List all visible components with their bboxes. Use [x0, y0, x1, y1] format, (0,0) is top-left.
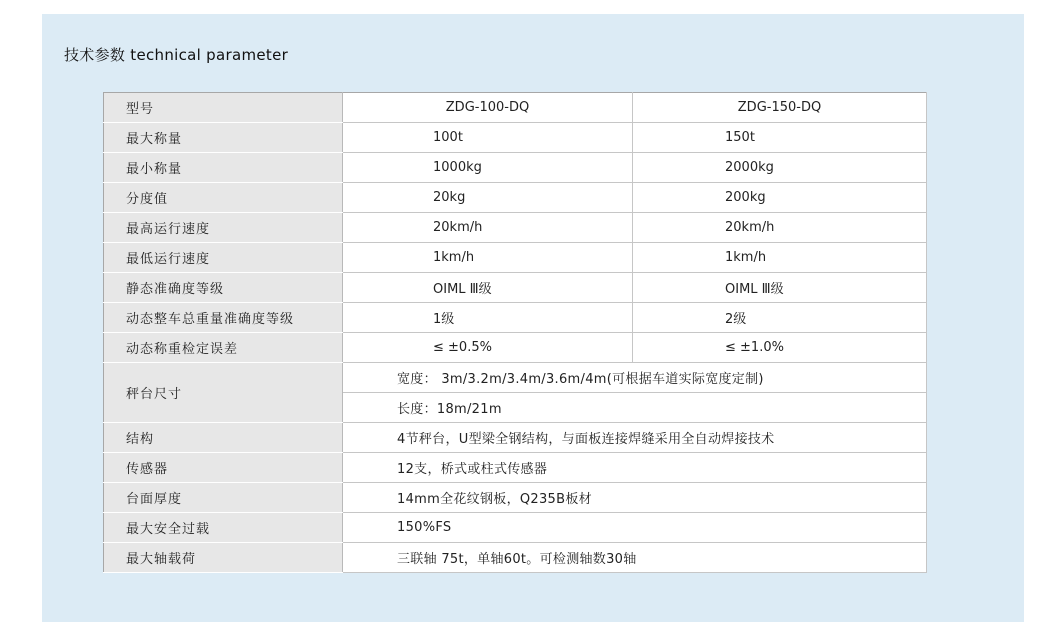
table-row	[104, 543, 927, 573]
row-label: 动态称重检定误差	[104, 333, 343, 363]
row-label: 最大称量	[104, 123, 343, 153]
value-cell: ≤ ±0.5%	[343, 333, 633, 363]
table-row	[104, 273, 927, 303]
table-row	[104, 213, 927, 243]
model-name-1: ZDG-100-DQ	[343, 93, 633, 123]
row-label: 最高运行速度	[104, 213, 343, 243]
value-cell: 20km/h	[343, 213, 633, 243]
table-row	[104, 483, 927, 513]
table-row	[104, 183, 927, 213]
row-label: 动态整车总重量准确度等级	[104, 303, 343, 333]
value-cell: OIML Ⅲ级	[343, 273, 633, 303]
model-name-2: ZDG-150-DQ	[633, 93, 927, 123]
value-cell: 4节秤台，U型梁全钢结构，与面板连接焊缝采用全自动焊接技术	[343, 423, 927, 453]
row-label: 型号	[104, 93, 343, 123]
row-label: 最小称量	[104, 153, 343, 183]
value-cell: 2级	[633, 303, 927, 333]
platform-width-cell: 宽度： 3m/3.2m/3.4m/3.6m/4m(可根据车道实际宽度定制)	[343, 363, 927, 393]
value-cell: 100t	[343, 123, 633, 153]
value-cell: 20kg	[343, 183, 633, 213]
table-row	[104, 333, 927, 363]
value-cell: 150%FS	[343, 513, 927, 543]
table-row	[104, 153, 927, 183]
value-cell: 1级	[343, 303, 633, 333]
table-row-platform-width	[104, 363, 927, 393]
parameter-table	[103, 92, 927, 573]
value-cell: OIML Ⅲ级	[633, 273, 927, 303]
row-label: 最大轴载荷	[104, 543, 343, 573]
table-row	[104, 513, 927, 543]
row-label: 台面厚度	[104, 483, 343, 513]
table-row	[104, 123, 927, 153]
row-label: 结构	[104, 423, 343, 453]
value-cell: 12支，桥式或柱式传感器	[343, 453, 927, 483]
value-cell: 1000kg	[343, 153, 633, 183]
value-cell: 三联轴 75t，单轴60t。可检测轴数30轴	[343, 543, 927, 573]
section-title: 技术参数 technical parameter	[64, 46, 289, 64]
value-cell: 2000kg	[633, 153, 927, 183]
value-cell: 14mm全花纹钢板，Q235B板材	[343, 483, 927, 513]
table-row	[104, 453, 927, 483]
value-cell: 20km/h	[633, 213, 927, 243]
row-label: 最大安全过载	[104, 513, 343, 543]
table-row	[104, 243, 927, 273]
row-label: 最低运行速度	[104, 243, 343, 273]
value-cell: 200kg	[633, 183, 927, 213]
platform-length-cell: 长度：18m/21m	[343, 393, 927, 423]
value-cell: 150t	[633, 123, 927, 153]
row-label: 秤台尺寸	[104, 363, 343, 423]
table-row	[104, 303, 927, 333]
table-row-model	[104, 93, 927, 123]
value-cell: 1km/h	[343, 243, 633, 273]
row-label: 分度值	[104, 183, 343, 213]
value-cell: ≤ ±1.0%	[633, 333, 927, 363]
table-row	[104, 423, 927, 453]
value-cell: 1km/h	[633, 243, 927, 273]
row-label: 传感器	[104, 453, 343, 483]
row-label: 静态准确度等级	[104, 273, 343, 303]
